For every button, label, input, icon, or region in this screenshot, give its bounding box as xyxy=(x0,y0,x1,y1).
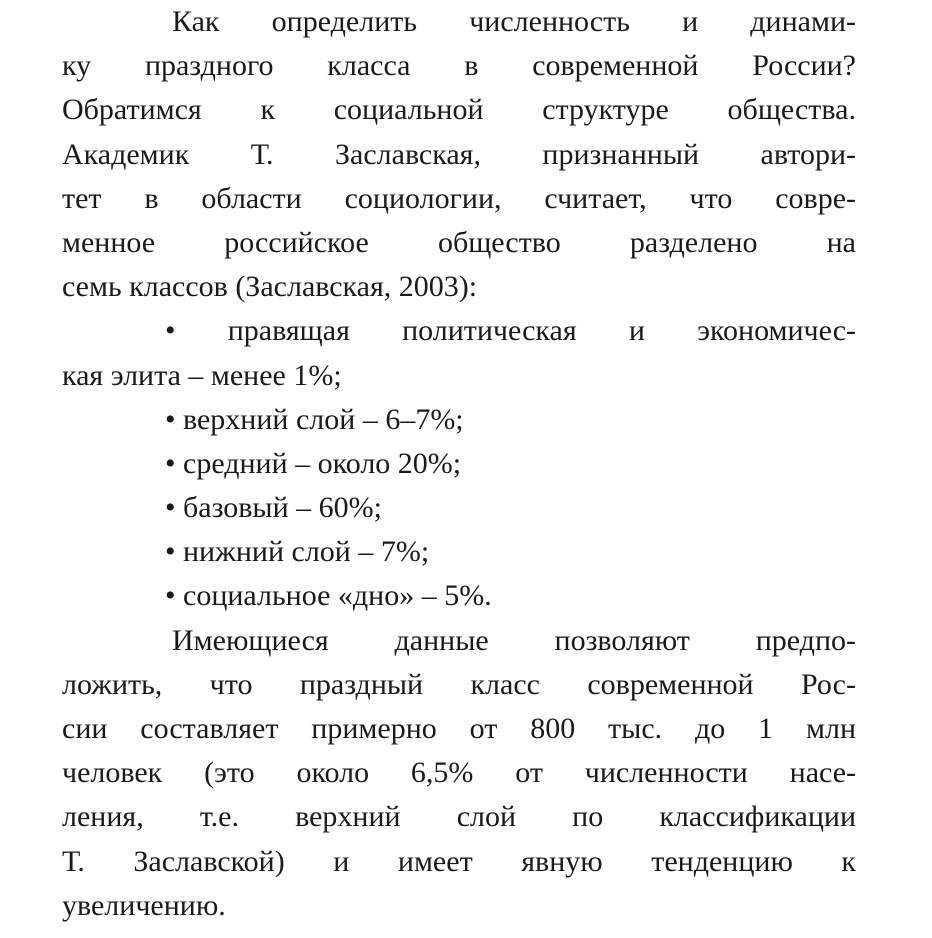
text-line: менное российское общество разделено на xyxy=(62,225,856,259)
text-line: сии составляет примерно от 800 тыс. до 1 млн xyxy=(62,712,856,745)
text-line: ку праздного класса в современной России? xyxy=(62,49,856,83)
list-item: • нижний слой – 7%; xyxy=(165,535,430,569)
text-line: Имеющиеся данные позволяют предпо- xyxy=(172,623,856,657)
text-line: семь классов (Заславская, 2003): xyxy=(62,270,478,304)
list-item-continuation: кая элита – менее 1%; xyxy=(62,358,342,392)
paragraph-intro xyxy=(62,0,856,309)
text-line: тет в области социологии, считает, что совре- xyxy=(62,181,856,215)
text-line: увеличению. xyxy=(62,888,226,922)
text-line: Академик Т. Заславская, признанный автори- xyxy=(62,137,856,171)
text-line: ления, т.е. верхний слой по классификации xyxy=(62,800,856,834)
class-list xyxy=(62,309,856,618)
document-page xyxy=(62,0,856,928)
list-item: • средний – около 20%; xyxy=(165,446,462,480)
text-line: человек (это около 6,5% от численности насе- xyxy=(62,756,856,790)
list-item: • правящая политическая и экономичес- xyxy=(165,314,856,348)
paragraph-conclusion xyxy=(62,619,856,928)
text-line: Как определить численность и динами- xyxy=(172,5,856,38)
text-line: Т. Заславской) и имеет явную тенденцию к xyxy=(62,844,856,878)
list-item: • базовый – 60%; xyxy=(165,491,382,525)
list-item: • социальное «дно» – 5%. xyxy=(165,579,492,613)
text-line: ложить, что праздный класс современной Рос- xyxy=(62,667,856,701)
text-line: Обратимся к социальной структуре общества. xyxy=(62,93,856,127)
list-item: • верхний слой – 6–7%; xyxy=(165,402,464,436)
